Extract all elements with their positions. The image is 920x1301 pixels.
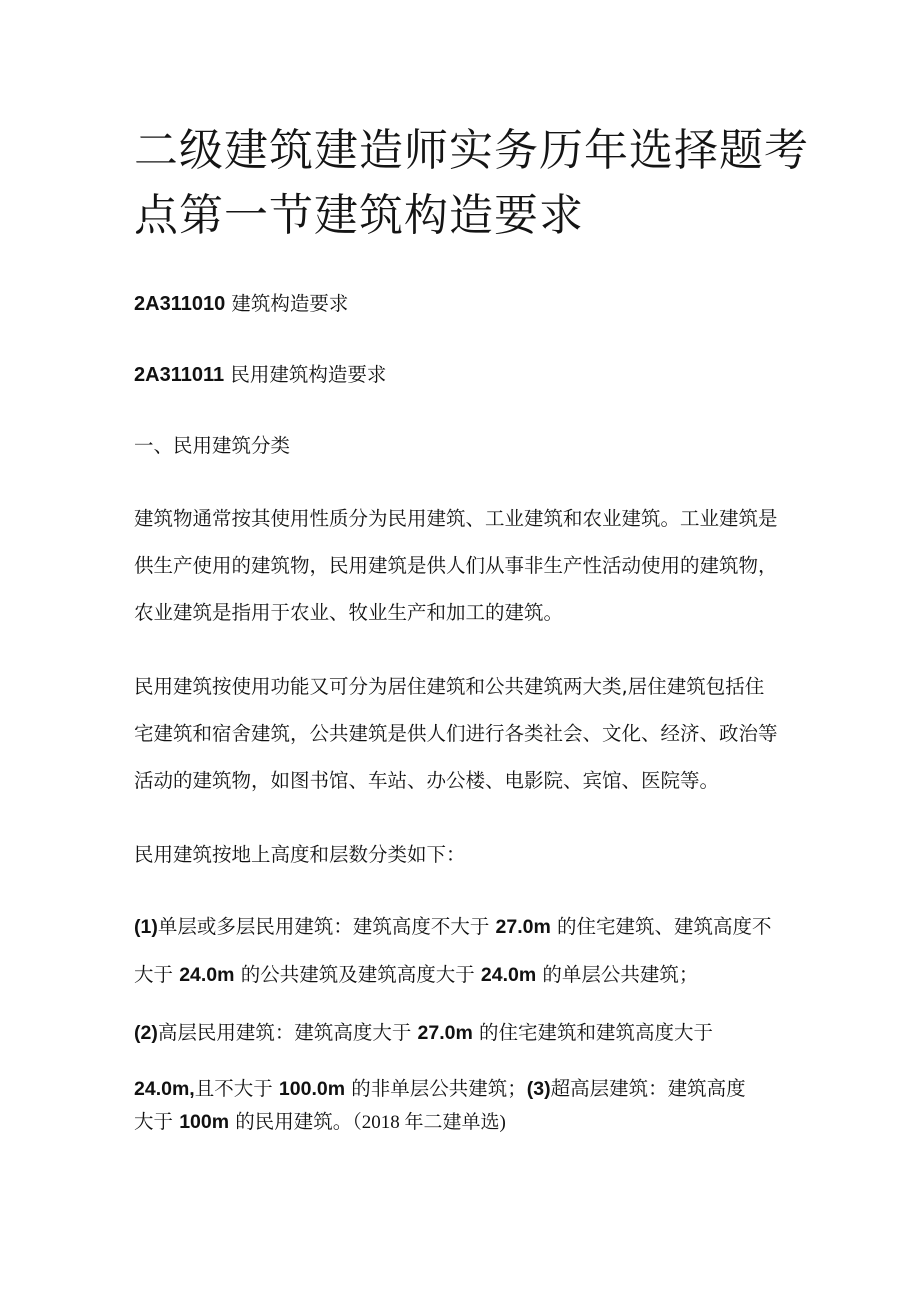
paragraph-1-line-1: 建筑物通常按其使用性质分为民用建筑、工业建筑和农业建筑。工业建筑是	[134, 507, 778, 530]
item-number: (3)	[526, 1078, 551, 1100]
document-title	[134, 118, 814, 248]
height-value: 27.0m	[417, 1022, 473, 1044]
height-value: 100m	[179, 1111, 230, 1133]
item-1-line-2	[134, 962, 698, 988]
section-heading-2a311010	[134, 291, 348, 317]
height-value: 24.0m	[480, 964, 537, 986]
paragraph-1-line-2: 供生产使用的建筑物，民用建筑是供人们从事非生产性活动使用的建筑物，	[134, 554, 778, 577]
item-text: 的非单层公共建筑；	[345, 1077, 527, 1100]
paragraph-2-line-2: 宅建筑和宿舍建筑，公共建筑是供人们进行各类社会、文化、经济、政治等	[134, 722, 778, 745]
item-number: (2)	[134, 1022, 158, 1044]
item-text: 且不大于	[194, 1077, 279, 1100]
item-text: 的住宅建筑、建筑高度不	[550, 915, 772, 938]
item-number: (1)	[134, 916, 158, 938]
section-code: 2A311010	[134, 293, 226, 315]
height-value: 27.0m	[495, 916, 551, 938]
item-1-line-1	[134, 914, 772, 940]
height-value: 100.0m	[278, 1078, 346, 1100]
item-text: 高层民用建筑：建筑高度大于	[157, 1021, 418, 1044]
item-2-line-1	[134, 1020, 713, 1046]
section-label: 民用建筑构造要求	[230, 363, 387, 386]
item-2-line-2	[134, 1076, 746, 1102]
paragraph-3: 民用建筑按地上高度和层数分类如下：	[134, 843, 466, 866]
item-text: 大于	[134, 963, 180, 986]
title-line-2: 点第一节建筑构造要求	[134, 190, 584, 241]
paragraph-1-line-3: 农业建筑是指用于农业、牧业生产和加工的建筑。	[134, 601, 564, 624]
item-text: 的单层公共建筑；	[536, 963, 699, 986]
item-text: 的公共建筑及建筑高度大于	[234, 963, 481, 986]
section-label: 建筑构造要求	[231, 292, 349, 315]
item-text: 单层或多层民用建筑：建筑高度不大于	[157, 915, 496, 938]
item-3-line-2	[134, 1109, 506, 1136]
paragraph-2-line-3: 活动的建筑物，如图书馆、车站、办公楼、电影院、宾馆、医院等。	[134, 769, 720, 792]
section-code: 2A311011	[134, 364, 225, 386]
section-heading-2a311011	[134, 362, 386, 388]
title-line-1: 二级建筑建造师实务历年选择题考	[134, 125, 809, 176]
height-value: 24.0m	[179, 964, 235, 986]
subheading-classification: 一、民用建筑分类	[134, 434, 291, 457]
item-text: 超高层建筑：建筑高度	[550, 1077, 746, 1100]
exam-note: （2018 年二建单选)	[352, 1112, 506, 1133]
height-value: 24.0m,	[134, 1078, 195, 1100]
item-text: 的民用建筑。	[229, 1110, 353, 1133]
item-text: 大于	[134, 1110, 180, 1133]
paragraph-2-line-1: 民用建筑按使用功能又可分为居住建筑和公共建筑两大类,居住建筑包括住	[134, 675, 765, 698]
item-text: 的住宅建筑和建筑高度大于	[472, 1021, 714, 1044]
